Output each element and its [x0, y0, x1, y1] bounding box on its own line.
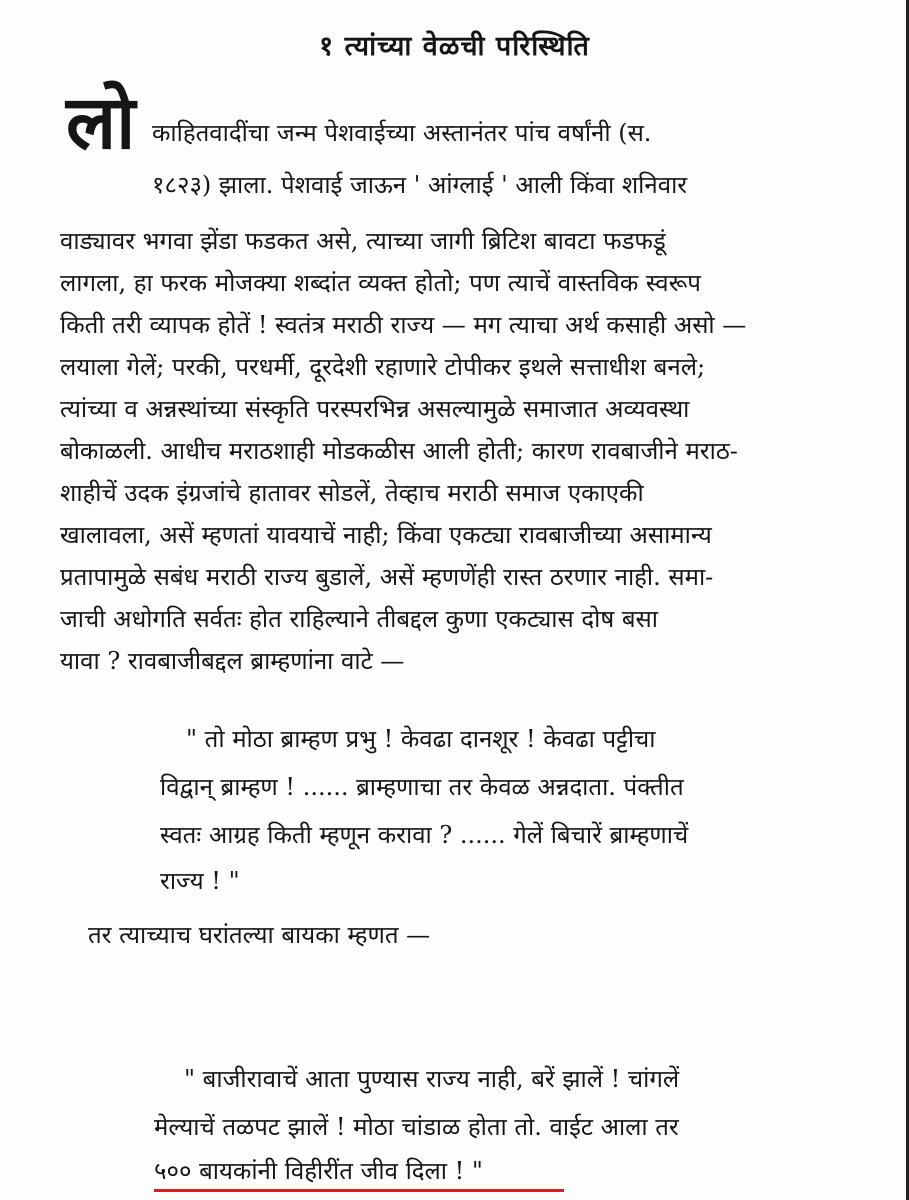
text-line-9: शाहीचें उदक इंग्रजांचे हातावर सोडलें, तेव्हाच मराठी समाज एकाएकी — [60, 479, 644, 507]
text-line-6: लयाला गेलें; परकी, परधर्मी, दूरदेशी रहाणारे टोपीकर इथले सत्ताधीश बनले; — [60, 353, 706, 381]
text-line-13: यावा ? रावबाजीबद्दल ब्राम्हणांना वाटे — — [60, 647, 405, 675]
red-underline-highlight — [154, 1189, 564, 1192]
text-line-8: बोकाळली. आधीच मराठशाही मोडकळीस आली होती; कारण रावबाजीने मराठ- — [60, 437, 738, 465]
text-line-2: १८२३) झाला. पेशवाई जाऊन ' आंग्लाई ' आली किंवा शनिवार — [152, 171, 688, 199]
text-line-7: त्यांच्या व अन्नस्थांच्या संस्कृति परस्परभिन्न असल्यामुळे समाजात अव्यवस्था — [60, 395, 690, 423]
text-line-12: जाची अधोगति सर्वतः होत राहिल्याने तीबद्दल कुणा एकट्यास दोष बसा — [60, 605, 658, 633]
text-line-1: काहितवादींचा जन्म पेशवाईच्या अस्तानंतर पांच वर्षांनी (स. — [152, 119, 652, 147]
chapter-title: १ त्यांच्या वेळची परिस्थिति — [319, 31, 590, 62]
text-line-4: लागला, हा फरक मोजक्या शब्दांत व्यक्त होतो; पण त्याचें वास्तविक स्वरूप — [60, 269, 701, 297]
text-line-10: खालावला, असें म्हणतां यावयाचें नाही; किंवा एकट्या रावबाजीच्या असामान्य — [60, 521, 712, 549]
quote-2-line-3: ५०० बायकांनी विहीरींत जीव दिला ! " — [154, 1157, 483, 1185]
text-line-3: वाड्यावर भगवा झेंडा फडकत असे, त्याच्या जागी ब्रिटिश बावटा फडफडूं — [60, 227, 666, 255]
quote-1-line-2: विद्वान् ब्राम्हण ! ...... ब्राम्हणाचा तर केवळ अन्नदाता. पंक्तीत — [160, 773, 684, 801]
text-line-11: प्रतापामुळे सबंध मराठी राज्य बुडालें, असें म्हणणेंही रास्त ठरणार नाही. समा- — [60, 563, 714, 591]
text-line-14: तर त्याच्याच घरांतल्या बायका म्हणत — — [88, 921, 431, 949]
quote-2-line-1: " बाजीरावाचें आता पुण्यास राज्य नाही, बरें झालें ! चांगलें — [184, 1065, 680, 1093]
quote-1-line-1: " तो मोठा ब्राम्हण प्रभु ! केवढा दानशूर ! केवढा पट्टीचा — [186, 725, 656, 753]
text-line-5: किती तरी व्यापक होतें ! स्वतंत्र मराठी राज्य — मग त्याचा अर्थ कसाही असो — — [60, 311, 747, 339]
quote-1-line-3: स्वतः आग्रह किती म्हणून करावा ? ...... गेलें बिचारें ब्राम्हणाचें — [160, 821, 689, 849]
quote-2-line-2: मेल्याचें तळपट झालें ! मोठा चांडाळ होता तो. वाईट आला तर — [154, 1113, 679, 1141]
quote-1-line-4: राज्य ! " — [160, 867, 240, 895]
drop-cap: लो — [66, 80, 136, 166]
